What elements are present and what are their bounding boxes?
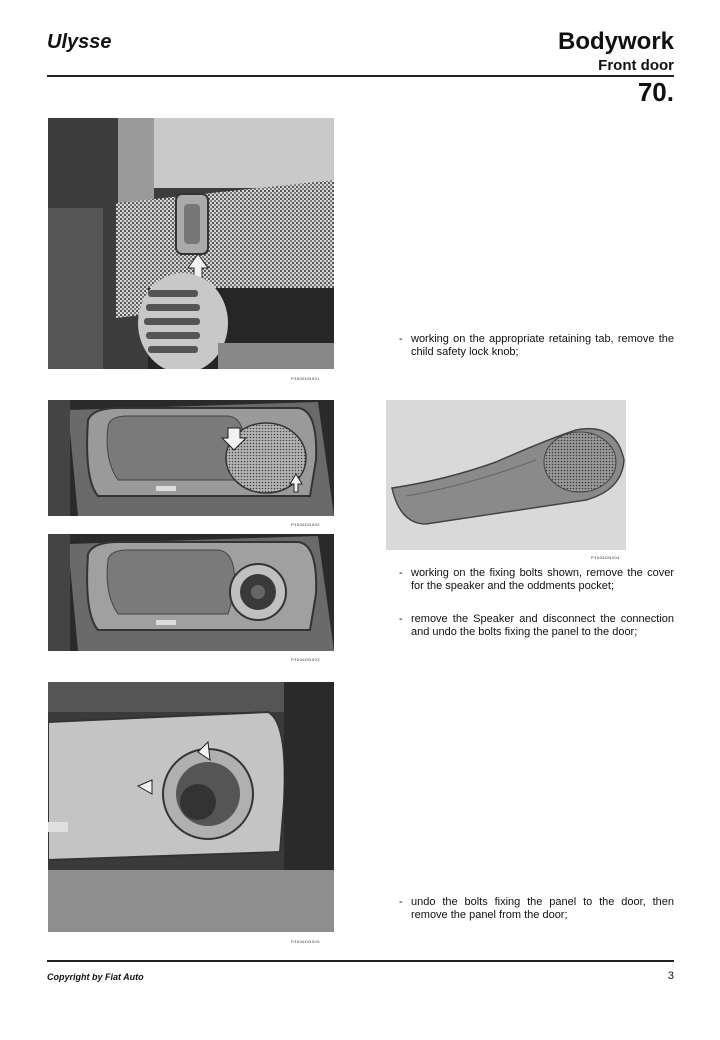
- figure-caption: P3506DN001: [290, 376, 320, 381]
- step-text: undo the bolts fixing the panel to the door, then remove the panel from the door;: [411, 896, 674, 921]
- copyright-notice: Copyright by Fiat Auto: [47, 972, 144, 982]
- photo-panel-bolts: [48, 682, 334, 932]
- photo-child-lock-knob: [48, 118, 334, 369]
- bullet-dash: -: [399, 567, 403, 579]
- page-code: 70.: [637, 77, 674, 107]
- step-remove-speaker: [399, 613, 674, 639]
- brand-title: Ulysse: [47, 31, 112, 53]
- step-text: remove the Speaker and disconnect the connection and undo the bolts fixing the panel to the door;: [411, 613, 674, 638]
- page-number: 3: [667, 970, 674, 982]
- figure-caption: P3506DN005: [290, 939, 320, 944]
- bullet-dash: -: [399, 333, 403, 345]
- step-remove-child-lock-knob: [399, 333, 674, 359]
- header-rule: [47, 75, 674, 77]
- footer-rule: [47, 960, 674, 962]
- bullet-dash: -: [399, 613, 403, 625]
- photo-door-panel-cover: [48, 400, 334, 516]
- section-title: Bodywork: [557, 28, 674, 55]
- bullet-dash: -: [399, 896, 403, 908]
- figure-caption: P3506DN003: [290, 657, 320, 662]
- photo-speaker-cover: [386, 400, 626, 550]
- photo-door-panel-speaker: [48, 534, 334, 651]
- step-remove-speaker-cover: [399, 567, 674, 593]
- figure-caption: P3506DN004: [590, 555, 620, 560]
- step-text: working on the fixing bolts shown, remove the cover for the speaker and the oddments pocket;: [411, 567, 674, 592]
- step-text: working on the appropriate retaining tab, remove the child safety lock knob;: [411, 333, 674, 358]
- subsection-title: Front door: [598, 57, 674, 74]
- step-remove-panel: [399, 896, 674, 922]
- figure-caption: P3506DN002: [290, 522, 320, 527]
